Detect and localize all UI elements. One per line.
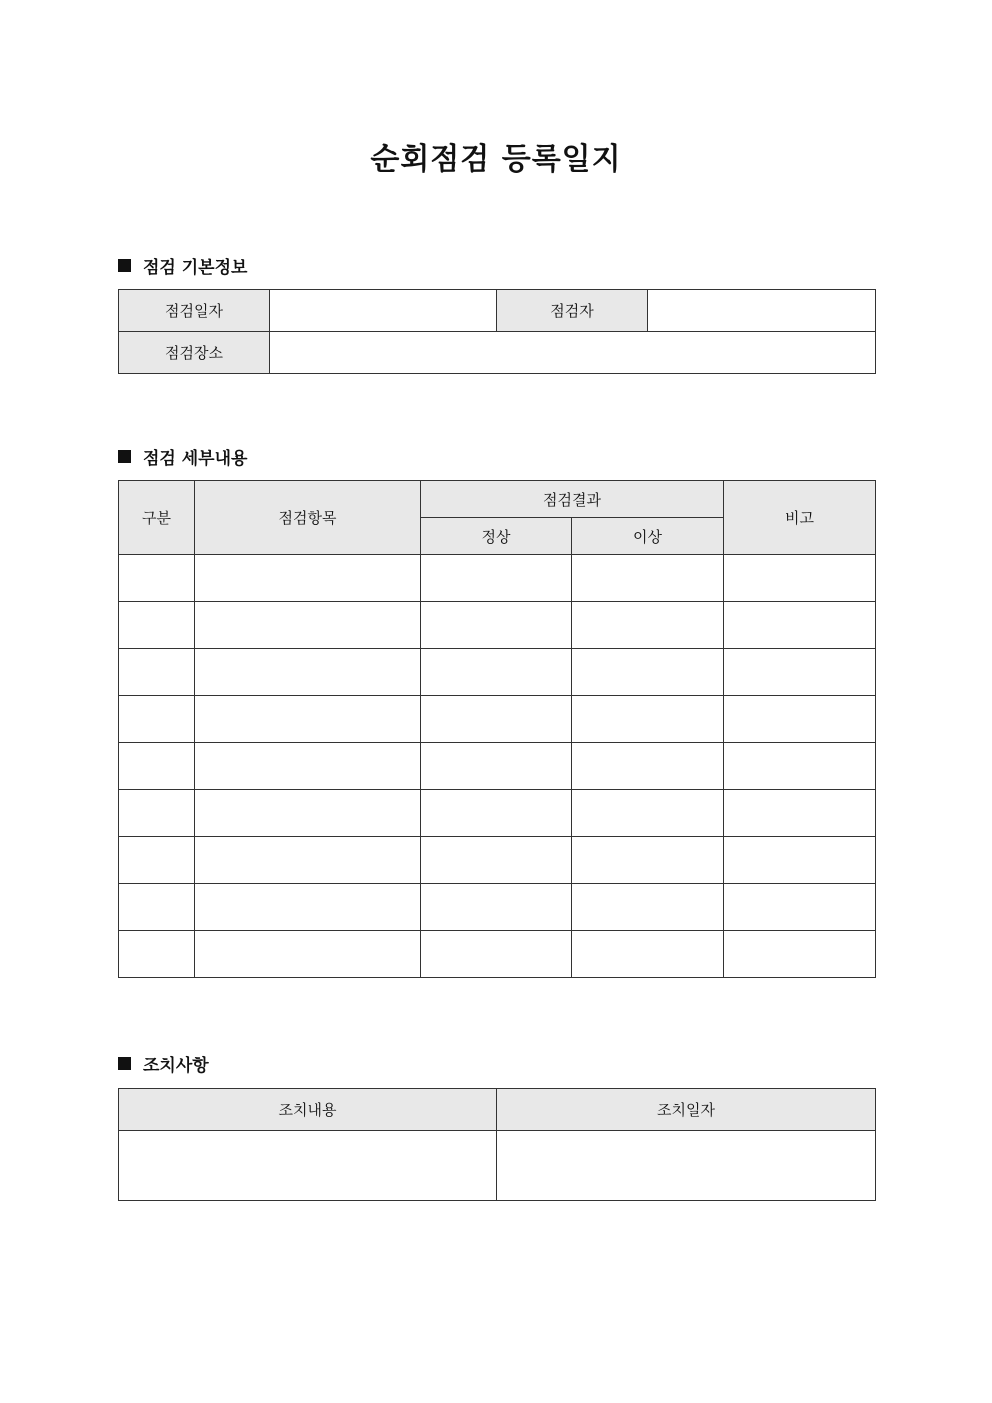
detail-cell-item[interactable] (195, 743, 421, 790)
detail-cell-item[interactable] (195, 649, 421, 696)
section-heading-label: 조치사항 (143, 1055, 209, 1076)
action-date-field[interactable] (497, 1131, 876, 1201)
detail-cell-normal[interactable] (421, 790, 572, 837)
detail-cell-abnormal[interactable] (572, 743, 724, 790)
detail-cell-category[interactable] (119, 931, 195, 978)
table-row (119, 555, 876, 602)
col-item-header: 점검항목 (195, 481, 421, 555)
detail-cell-note[interactable] (724, 555, 876, 602)
detail-cell-abnormal[interactable] (572, 884, 724, 931)
inspector-field[interactable] (648, 290, 876, 332)
col-normal-header: 정상 (421, 518, 572, 555)
square-bullet-icon (118, 1057, 131, 1070)
table-row (119, 790, 876, 837)
detail-cell-item[interactable] (195, 837, 421, 884)
detail-cell-item[interactable] (195, 555, 421, 602)
section-heading-label: 점검 기본정보 (143, 257, 248, 278)
table-row (119, 837, 876, 884)
section-heading-basic-info (118, 254, 247, 276)
detail-cell-note[interactable] (724, 931, 876, 978)
inspection-place-label: 점검장소 (119, 332, 270, 374)
detail-cell-category[interactable] (119, 602, 195, 649)
table-row (119, 884, 876, 931)
detail-cell-category[interactable] (119, 743, 195, 790)
inspector-label: 점검자 (497, 290, 648, 332)
detail-cell-note[interactable] (724, 743, 876, 790)
section-heading-label: 점검 세부내용 (143, 448, 248, 469)
square-bullet-icon (118, 259, 131, 272)
detail-cell-note[interactable] (724, 790, 876, 837)
actions-table (118, 1088, 876, 1201)
detail-cell-note[interactable] (724, 837, 876, 884)
detail-cell-item[interactable] (195, 931, 421, 978)
detail-cell-item[interactable] (195, 790, 421, 837)
section-heading-details (118, 445, 247, 467)
detail-cell-normal[interactable] (421, 884, 572, 931)
detail-cell-normal[interactable] (421, 602, 572, 649)
detail-cell-normal[interactable] (421, 555, 572, 602)
detail-cell-normal[interactable] (421, 696, 572, 743)
detail-cell-abnormal[interactable] (572, 837, 724, 884)
detail-cell-note[interactable] (724, 649, 876, 696)
detail-cell-abnormal[interactable] (572, 649, 724, 696)
detail-cell-category[interactable] (119, 649, 195, 696)
detail-cell-note[interactable] (724, 602, 876, 649)
table-row (119, 649, 876, 696)
detail-cell-abnormal[interactable] (572, 931, 724, 978)
square-bullet-icon (118, 450, 131, 463)
col-action-content-header: 조치내용 (119, 1089, 497, 1131)
table-row (119, 931, 876, 978)
detail-cell-note[interactable] (724, 884, 876, 931)
detail-cell-category[interactable] (119, 555, 195, 602)
detail-cell-normal[interactable] (421, 931, 572, 978)
detail-cell-category[interactable] (119, 884, 195, 931)
detail-cell-item[interactable] (195, 602, 421, 649)
col-result-header: 점검결과 (421, 481, 724, 518)
action-content-field[interactable] (119, 1131, 497, 1201)
page-title: 순회점검 등록일지 (370, 142, 622, 177)
table-row (119, 602, 876, 649)
inspection-date-field[interactable] (270, 290, 497, 332)
col-abnormal-header: 이상 (572, 518, 724, 555)
detail-cell-normal[interactable] (421, 837, 572, 884)
detail-cell-normal[interactable] (421, 649, 572, 696)
detail-cell-item[interactable] (195, 884, 421, 931)
col-action-date-header: 조치일자 (497, 1089, 876, 1131)
detail-cell-category[interactable] (119, 790, 195, 837)
inspection-date-label: 점검일자 (119, 290, 270, 332)
section-heading-actions (118, 1052, 209, 1074)
detail-cell-category[interactable] (119, 696, 195, 743)
col-category-header: 구분 (119, 481, 195, 555)
detail-cell-note[interactable] (724, 696, 876, 743)
inspection-details-table (118, 480, 876, 978)
inspection-place-field[interactable] (270, 332, 876, 374)
detail-cell-abnormal[interactable] (572, 696, 724, 743)
basic-info-table (118, 289, 876, 374)
col-note-header: 비고 (724, 481, 876, 555)
detail-cell-abnormal[interactable] (572, 602, 724, 649)
detail-cell-category[interactable] (119, 837, 195, 884)
table-row (119, 743, 876, 790)
table-row (119, 696, 876, 743)
detail-cell-abnormal[interactable] (572, 555, 724, 602)
detail-cell-item[interactable] (195, 696, 421, 743)
detail-cell-abnormal[interactable] (572, 790, 724, 837)
detail-cell-normal[interactable] (421, 743, 572, 790)
